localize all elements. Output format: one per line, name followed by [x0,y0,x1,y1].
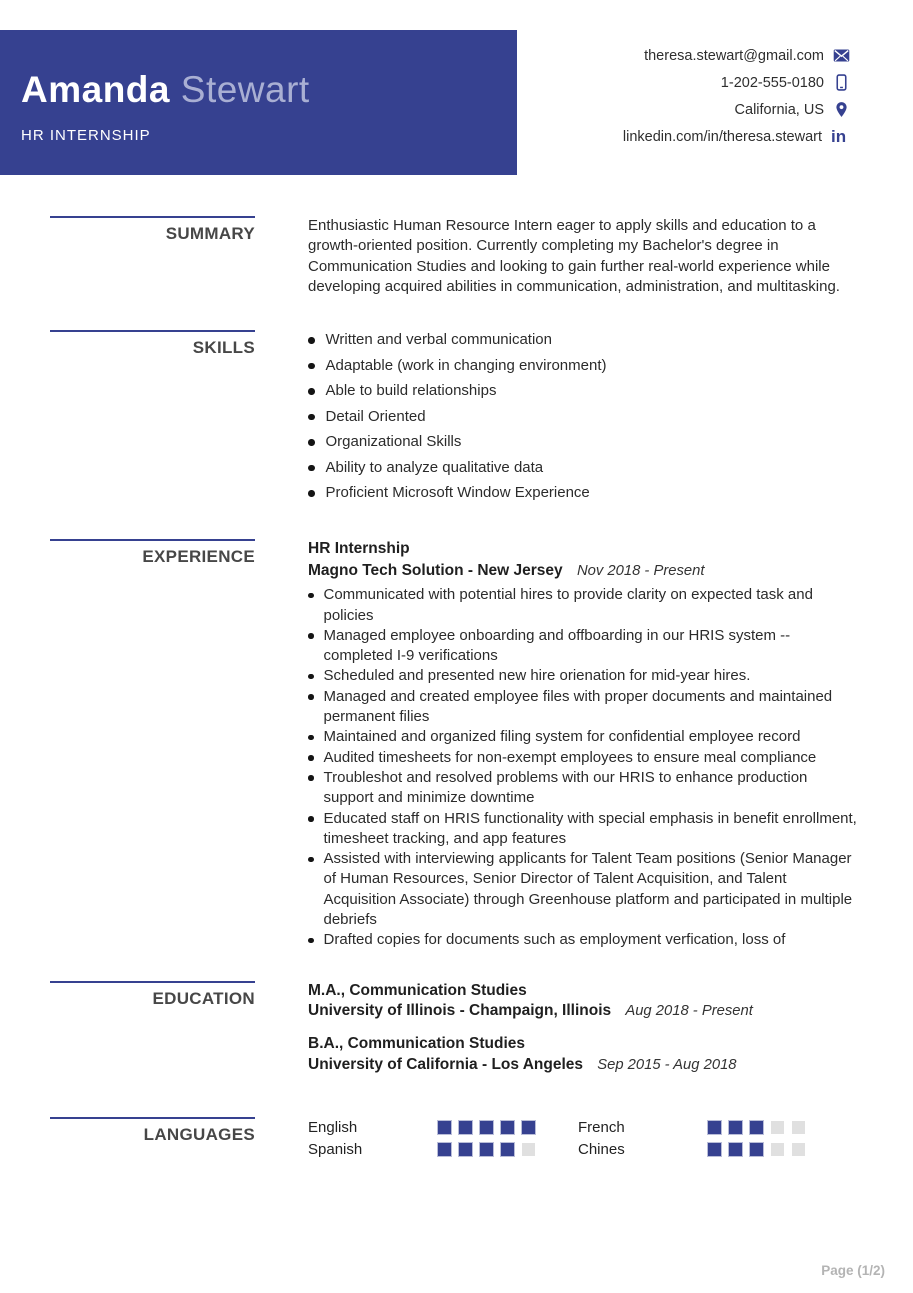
bullet-icon [308,388,315,395]
skill-item [308,381,860,401]
job-bullet-item [308,930,860,950]
job-bullet-item [308,626,860,667]
skill-item [308,458,860,478]
bullet-icon [308,439,315,446]
job-bullet-text: Drafted copies for documents such as employment verfication, loss of [323,931,786,949]
job-bullet-item [308,687,860,728]
job-bullet-item [308,727,860,747]
job-bullet-text: Maintained and organized filing system for confidential employee record [323,728,801,746]
section-rule [50,216,255,218]
job-bullet-item [308,849,860,930]
email-text[interactable]: theresa.stewart@gmail.com [644,47,824,64]
level-square-filled [480,1121,493,1134]
experience-section [0,539,913,951]
job-bullet-text: Managed and created employee files with proper documents and maintained permanent filies [323,687,833,726]
education-dates: Aug 2018 - Present [625,1003,753,1020]
level-square-filled [459,1143,472,1156]
skill-item [308,483,860,503]
bullet-icon [308,337,315,344]
job-title: HR Internship [308,539,410,557]
bullet-icon [308,755,314,761]
level-square-filled [438,1121,451,1134]
section-rule [50,539,255,541]
location-text: California, US [734,101,824,118]
skills-content [308,330,860,509]
level-square-filled [522,1121,535,1134]
language-name: French [578,1118,625,1136]
languages-content [308,1117,860,1161]
job-bullet-text: Managed employee onboarding and offboarding in our HRIS system -- completed I-9 verifications [323,626,791,665]
education-section-label: EDUCATION [152,988,255,1008]
job-bullet-item [308,748,860,768]
header-job-title: HR INTERNSHIP [21,127,151,144]
skill-item [308,330,860,350]
job-bullet-text: Troubleshot and resolved problems with our HRIS to enhance production support and minimize downtime [323,768,808,807]
education-degree: B.A., Communication Studies [308,1035,526,1053]
skill-text: Adaptable (work in changing environment) [325,356,607,374]
bullet-icon [308,414,315,421]
job-bullet-item [308,768,860,809]
experience-label-col [0,539,255,567]
language-item [578,1140,848,1160]
job-bullet-list [308,585,860,950]
language-level-meter [708,1143,805,1156]
level-square-filled [729,1143,742,1156]
skills-section [0,330,913,509]
skill-item [308,356,860,376]
experience-content [308,539,860,951]
page-indicator: Page (1/2) [821,1263,885,1278]
education-section [0,981,913,1088]
bullet-icon [308,490,315,497]
skills-label-col [0,330,255,358]
level-square-filled [750,1121,763,1134]
education-school: University of Illinois - Champaign, Illinois [308,1002,612,1020]
languages-section-label: LANGUAGES [143,1124,255,1144]
skill-text: Organizational Skills [325,433,462,451]
bullet-icon [308,775,314,781]
job-bullet-text: Educated staff on HRIS functionality with special emphasis in benefit enrollment, timesheet tracking, and app features [323,809,857,847]
job-bullet-item [308,585,860,626]
job-bullet-item [308,809,860,850]
bullet-icon [308,674,314,680]
last-name: Stewart [180,69,310,110]
bullet-icon [308,633,314,639]
summary-section-label: SUMMARY [165,224,255,243]
level-square-empty [771,1121,784,1134]
level-square-filled [708,1143,721,1156]
skill-text: Ability to analyze qualitative data [325,458,544,476]
education-degree: M.A., Communication Studies [308,981,527,999]
section-rule [50,330,255,332]
summary-content [308,216,860,297]
level-square-filled [501,1143,514,1156]
skill-text: Written and verbal communication [325,331,552,349]
language-name: English [308,1118,358,1136]
education-dates: Sep 2015 - Aug 2018 [597,1057,737,1074]
education-school: University of California - Los Angeles [308,1056,584,1074]
bullet-icon [308,857,314,863]
skill-text: Able to build relationships [325,382,497,400]
job-bullet-text: Audited timesheets for non-exempt employees to ensure meal compliance [323,748,817,766]
bullet-icon [308,593,314,599]
skill-item [308,407,860,427]
bullet-icon [308,363,315,370]
level-square-filled [480,1143,493,1156]
bullet-icon [308,938,314,944]
education-label-col [0,981,255,1009]
level-square-filled [459,1121,472,1134]
section-rule [50,981,255,983]
level-square-empty [522,1143,535,1156]
languages-section [0,1117,913,1161]
linkedin-icon: in [831,127,847,146]
job-bullet-text: Communicated with potential hires to provide clarity on expected task and policies [323,586,813,624]
linkedin-text[interactable]: linkedin.com/in/theresa.stewart [622,128,822,145]
skill-text: Detail Oriented [325,407,426,425]
job-company-line [308,561,860,581]
education-school-line [308,1001,860,1022]
skill-text: Proficient Microsoft Window Experience [325,484,590,502]
skills-list [308,330,860,503]
languages-label-col [0,1117,255,1145]
summary-label-col [0,216,255,244]
language-level-meter [438,1143,535,1156]
level-square-filled [750,1143,763,1156]
skill-item [308,432,860,452]
level-square-filled [438,1143,451,1156]
summary-text: Enthusiastic Human Resource Intern eager to apply skills and education to a growth-oriented position. Currently completing my Bachelor's degree in Communication Studies and looking to gain further real-world experience while developing acquired abilities in communication, administration, and multitasking. [308,217,840,295]
language-item [578,1118,848,1138]
level-square-empty [792,1143,805,1156]
education-item [308,1034,860,1076]
summary-section [0,216,913,297]
bullet-icon [308,735,314,741]
language-level-meter [708,1121,805,1134]
education-item [308,981,860,1023]
section-rule [50,1117,255,1119]
phone-text: 1-202-555-0180 [720,74,824,91]
bullet-icon [308,465,315,472]
experience-section-label: EXPERIENCE [142,546,255,566]
level-square-empty [771,1143,784,1156]
first-name: Amanda [21,69,170,110]
languages-grid [308,1117,860,1161]
language-item [308,1118,578,1138]
language-item [308,1140,578,1160]
level-square-filled [729,1121,742,1134]
job-bullet-text: Assisted with interviewing applicants for Talent Team positions (Senior Manager of Human Resources, Senior Director of Talent Acquisition, and Talent Acquisition Associate) through Greenhouse platform and participated in multiple debriefs [323,850,853,929]
level-square-filled [501,1121,514,1134]
level-square-filled [708,1121,721,1134]
job-dates: Nov 2018 - Present [576,562,705,579]
level-square-empty [792,1121,805,1134]
education-content [308,981,860,1088]
skills-section-label: SKILLS [192,338,255,358]
job-bullet-text: Scheduled and presented new hire orienation for mid-year hires. [323,667,751,685]
job-bullet-item [308,666,860,686]
language-name: Spanish [308,1140,363,1158]
language-level-meter [438,1121,535,1134]
job-company: Magno Tech Solution - New Jersey [308,561,563,579]
language-name: Chines [578,1140,625,1158]
education-school-line [308,1055,860,1076]
bullet-icon [308,816,314,822]
bullet-icon [308,694,314,700]
